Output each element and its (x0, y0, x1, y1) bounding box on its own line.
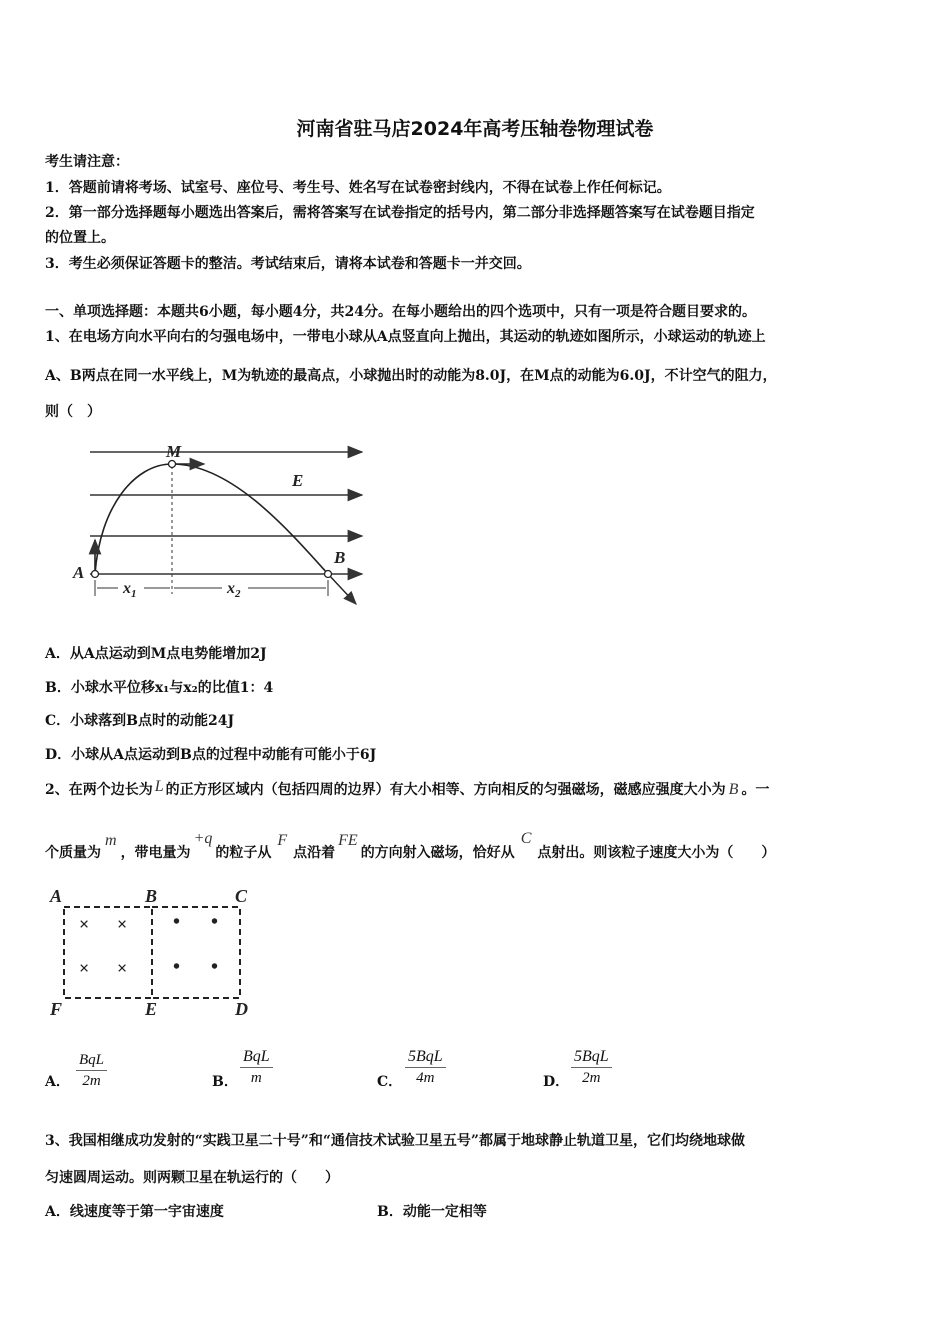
notice-item-2-cont: 的位置上。 (45, 230, 115, 246)
q2-option-c-label[interactable]: C． (377, 1074, 403, 1090)
page-title: 河南省驻马店2024年高考压轴卷物理试卷 (296, 118, 654, 140)
point-b (325, 571, 332, 578)
q2-sym-f: F (277, 832, 288, 849)
notice-item-3: 3．考生必须保证答题卡的整洁。考试结束后，请将本试卷和答题卡一并交回。 (45, 256, 531, 272)
q2-stem-line1: 2、在两个边长为 L 的正方形区域内（包括四周的边界）有大小相等、方向相反的匀强磁场，磁感应强度大小为 B 。一 (45, 778, 770, 798)
q2-sym-fe: FE (338, 832, 358, 849)
label-x1: $x_1$ (123, 580, 137, 600)
q1-stem-line1: 1、在电场方向水平向右的匀强电场中，一带电小球从A点竖直向上抛出，其运动的轨迹如图所示，小球运动的轨迹上 (45, 329, 766, 345)
q1-option-d[interactable]: D．小球从A点运动到B点的过程中动能有可能小于6J (45, 747, 377, 763)
q3-option-b[interactable]: B．动能一定相等 (377, 1204, 487, 1220)
field-into-page-mark: × (117, 958, 128, 978)
q3-stem-line1: 3、我国相继成功发射的“实践卫星二十号”和“通信技术试验卫星五号”都属于地球静止轨道卫星，它们均绕地球做 (45, 1133, 745, 1149)
field-into-page-mark: × (79, 914, 90, 934)
q2-sym-c: C (520, 830, 532, 847)
q2-option-b-fraction[interactable]: BqL m (240, 1048, 273, 1087)
q1-option-b[interactable]: B．小球水平位移x₁与x₂的比值1：4 (45, 680, 274, 696)
q3-stem-line2: 匀速圆周运动。则两颗卫星在轨运行的（ ） (45, 1170, 339, 1186)
q2-sym-b: B (728, 781, 739, 798)
q1-option-a[interactable]: A．从A点运动到M点电势能增加2J (45, 646, 267, 662)
section-heading: 一、单项选择题：本题共6小题，每小题4分，共24分。在每小题给出的四个选项中，只有一项是符合题目要求的。 (45, 304, 756, 320)
field-out-of-page-mark: • (173, 956, 181, 978)
q2-magnetic-field-figure (45, 882, 265, 1022)
q2-option-b-label[interactable]: B． (212, 1074, 238, 1090)
corner-label-d: D (235, 999, 248, 1019)
q3-option-a[interactable]: A．线速度等于第一宇宙速度 (45, 1204, 224, 1220)
q1-trajectory-figure (70, 436, 380, 616)
corner-label-a: A (50, 886, 63, 906)
q2-option-c-fraction[interactable]: 5BqL 4m (405, 1048, 446, 1087)
trajectory-exit-arrow (328, 574, 356, 604)
q1-stem-line2: A、B两点在同一水平线上，M为轨迹的最高点，小球抛出时的动能为8.0J，在M点的动能为6.0J，不计空气的阻力， (45, 368, 777, 384)
label-b: B (334, 548, 346, 567)
field-out-of-page-mark: • (173, 911, 181, 933)
label-m: M (166, 442, 182, 461)
field-out-of-page-mark: • (211, 956, 219, 978)
q2-stem-line2: 个质量为m，带电量为+q的粒子从F点沿着FE的方向射入磁场，恰好从C点射出。则该粒子速度大小为（ ） (45, 830, 776, 861)
point-a (92, 571, 99, 578)
notice-item-2: 2．第一部分选择题每小题选出答案后，需将答案写在试卷指定的括号内，第二部分非选择题答案写在试卷题目指定 (45, 205, 755, 221)
label-e: E (292, 471, 304, 490)
q1-stem-line3: 则（ ） (45, 404, 101, 420)
corner-label-b: B (145, 886, 158, 906)
point-m (169, 461, 176, 468)
field-out-of-page-mark: • (211, 911, 219, 933)
q1-option-c[interactable]: C．小球落到B点时的动能24J (45, 713, 235, 729)
q2-option-d-label[interactable]: D． (543, 1074, 570, 1090)
q2-option-a-label[interactable]: A． (45, 1074, 70, 1090)
q2-sym-q: +q (193, 830, 213, 847)
field-into-page-mark: × (79, 958, 90, 978)
q2-option-a-fraction[interactable]: BqL 2m (76, 1052, 107, 1090)
q2-sym-m: m (105, 832, 117, 849)
q2-option-d-fraction[interactable]: 5BqL 2m (571, 1048, 612, 1087)
label-x2: $x_2$ (227, 580, 241, 600)
corner-label-c: C (235, 886, 248, 906)
q2-sym-l: L (154, 778, 164, 795)
corner-label-f: F (50, 999, 63, 1019)
field-into-page-mark: × (117, 914, 128, 934)
notice-item-1: 1．答题前请将考场、试室号、座位号、考生号、姓名写在试卷密封线内，不得在试卷上作任何标记。 (45, 180, 671, 196)
left-square (64, 907, 152, 998)
notice-heading: 考生请注意： (45, 154, 129, 170)
label-a: A (73, 563, 85, 582)
corner-label-e: E (145, 999, 158, 1019)
right-square (152, 907, 240, 998)
